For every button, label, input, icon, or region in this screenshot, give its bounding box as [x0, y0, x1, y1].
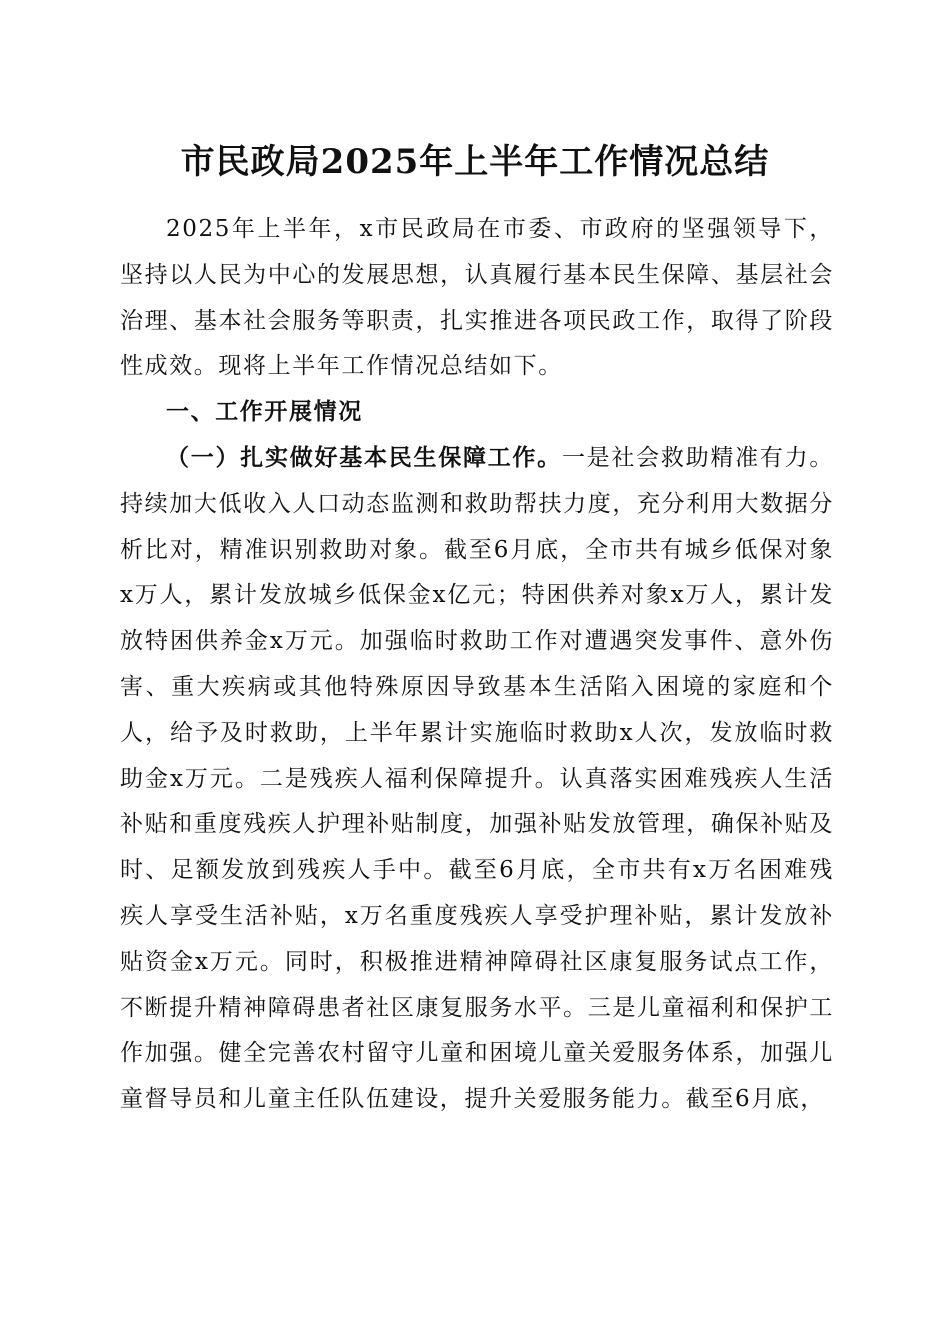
subsection-body: 一是社会救助精准有力。持续加大低收入人口动态监测和救助帮扶力度，充分利用大数据分析比对，精准识别救助对象。截至6月底，全市共有城乡低保对象x万人，累计发放城乡低保金x亿元；特困供养对象x万人，累计发放特困供养金x万元。加强临时救助工作对遭遇突发事件、意外伤害、重大疾病或其他特殊原因导致基本生活陷入困境的家庭和个人，给予及时救助，上半年累计实施临时救助x人次，发放临时救助金x万元。二是残疾人福利保障提升。认真落实困难残疾人生活补贴和重度残疾人护理补贴制度，加强补贴发放管理，确保补贴及时、足额发放到残疾人手中。截至6月底，全市共有x万名困难残疾人享受生活补贴，x万名重度残疾人享受护理补贴，累计发放补贴资金x万元。同时，积极推进精神障碍社区康复服务试点工作，不断提升精神障碍患者社区康复服务水平。三是儿童福利和保护工作加强。健全完善农村留守儿童和困境儿童关爱服务体系，加强儿童督导员和儿童主任队伍建设，提升关爱服务能力。截至6月底，	[120, 444, 834, 1113]
document-title: 市民政局2025年上半年工作情况总结	[180, 142, 770, 182]
subsection-paragraph	[120, 436, 834, 1123]
section-heading: 一、工作开展情况	[166, 399, 363, 426]
intro-paragraph: 2025年上半年，x市民政局在市委、市政府的坚强领导下，坚持以人民为中心的发展思想，认真履行基本民生保障、基层社会治理、基本社会服务等职责，扎实推进各项民政工作，取得了阶段性成效。现将上半年工作情况总结如下。	[120, 216, 834, 380]
document-body	[120, 207, 834, 1123]
subsection-heading: （一）扎实做好基本民生保障工作。	[166, 444, 562, 471]
